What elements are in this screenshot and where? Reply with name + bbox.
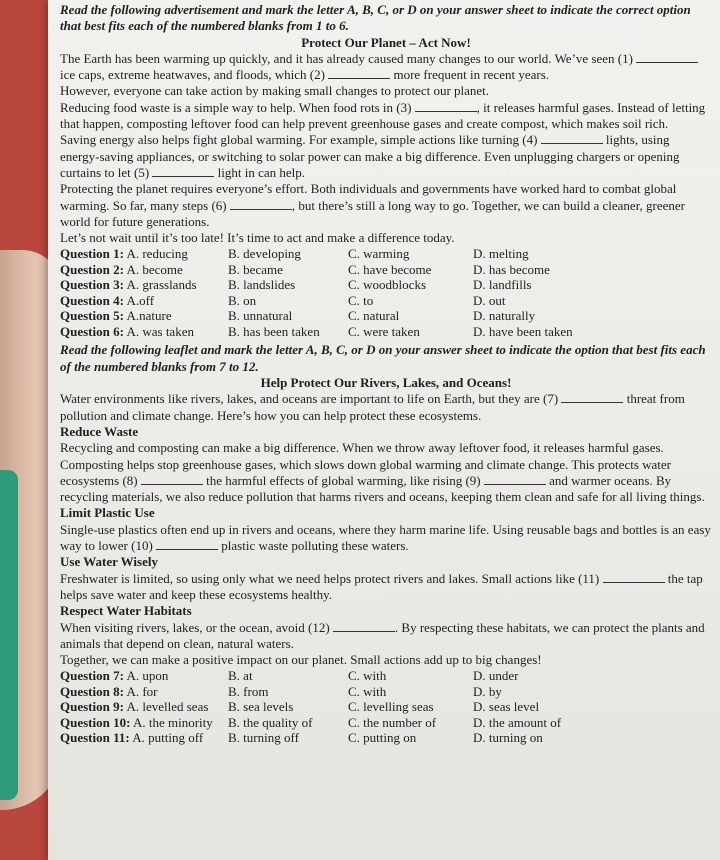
option-b[interactable]: B. sea levels bbox=[228, 699, 294, 715]
option-c[interactable]: C. with bbox=[348, 668, 387, 684]
paragraph-3: Reducing food waste is a simple way to help. When food rots in (3) , it releases harmful gases. Instead of letting that happen, composting leftover food can help prevent greenhouse gases and create compost, which makes soil rich. bbox=[60, 99, 706, 132]
heading-respect-habitats: Respect Water Habitats bbox=[60, 603, 192, 619]
option-b[interactable]: B. has been taken bbox=[228, 323, 320, 339]
option-c[interactable]: C. warming bbox=[348, 246, 410, 262]
question-label: Question 3: bbox=[60, 277, 124, 293]
paragraph-5: Protecting the planet requires everyone’s effort. Both individuals and governments have worked hard to combat global warming. So far, many steps (6) , but there’s still a long way to go. Together, we can build a cleaner, greener world for future generations. bbox=[60, 181, 685, 229]
question-row bbox=[60, 293, 712, 309]
paragraph-limit-plastic: Single-use plastics often end up in rivers and oceans, where they harm marine life. Using reusable bags and bottles is an easy way to lower (10) plastic waste polluting these waters. bbox=[60, 521, 711, 554]
option-c[interactable]: C. natural bbox=[348, 308, 400, 324]
heading-use-water: Use Water Wisely bbox=[60, 554, 158, 570]
option-b[interactable]: B. from bbox=[228, 683, 269, 699]
paragraph-6: Let’s not wait until it’s too late! It’s time to act and make a difference today. bbox=[60, 230, 455, 246]
intro-paragraph: Water environments like rivers, lakes, and oceans are important to life on Earth, but they are (7) threat from pollution and climate change. Here’s how you can help protect these ecosystems. bbox=[60, 391, 685, 423]
option-d[interactable]: D. melting bbox=[473, 246, 529, 262]
paragraph-1: The Earth has been warming up quickly, and it has already caused many changes to our world. We’ve seen (1) ice caps, extreme heatwaves, and floods, which (2) more frequent in recent years. bbox=[60, 51, 712, 84]
instruction-1: Read the following advertisement and mark the letter A, B, C, or D on your answer sheet to indicate the correct option that best fits each of the numbered blanks from 1 to 6. bbox=[60, 2, 691, 34]
option-b[interactable]: B. on bbox=[228, 292, 257, 308]
heading-reduce-waste: Reduce Waste bbox=[60, 423, 139, 439]
option-c[interactable]: C. the number of bbox=[348, 714, 437, 730]
blank-5[interactable] bbox=[152, 165, 214, 177]
question-row bbox=[60, 730, 712, 746]
blank-10[interactable] bbox=[156, 538, 218, 550]
question-label: Question 8: bbox=[60, 683, 124, 699]
blank-2[interactable] bbox=[328, 67, 390, 79]
closing-paragraph: Together, we can make a positive impact on our planet. Small actions add up to big changes! bbox=[60, 652, 542, 668]
question-label: Question 5: bbox=[60, 308, 124, 324]
option-d[interactable]: D. naturally bbox=[473, 308, 536, 324]
blank-6[interactable] bbox=[230, 198, 292, 210]
question-label: Question 1: bbox=[60, 246, 124, 262]
option-a[interactable]: A.off bbox=[126, 292, 155, 308]
option-b[interactable]: B. became bbox=[228, 261, 283, 277]
question-label: Question 10: bbox=[60, 714, 131, 730]
option-a[interactable]: A. grasslands bbox=[126, 277, 197, 293]
question-row bbox=[60, 699, 712, 715]
option-d[interactable]: D. the amount of bbox=[473, 714, 562, 730]
question-row bbox=[60, 684, 712, 700]
option-b[interactable]: B. turning off bbox=[228, 730, 299, 746]
title-1: Protect Our Planet – Act Now! bbox=[301, 34, 471, 50]
question-label: Question 6: bbox=[60, 323, 124, 339]
blank-12[interactable] bbox=[333, 620, 395, 632]
question-row bbox=[60, 324, 712, 340]
heading-limit-plastic: Limit Plastic Use bbox=[60, 505, 155, 521]
blank-1[interactable] bbox=[636, 51, 698, 63]
paragraph-2: However, everyone can take action by making small changes to protect our planet. bbox=[60, 83, 490, 99]
option-d[interactable]: D. out bbox=[473, 292, 506, 308]
option-a[interactable]: A.nature bbox=[126, 308, 172, 324]
option-c[interactable]: C. woodblocks bbox=[348, 277, 426, 293]
question-label: Question 9: bbox=[60, 699, 124, 715]
option-a[interactable]: A. become bbox=[126, 261, 183, 277]
sleeve bbox=[0, 470, 18, 800]
option-c[interactable]: C. levelling seas bbox=[348, 699, 434, 715]
blank-4[interactable] bbox=[541, 132, 603, 144]
question-label: Question 7: bbox=[60, 668, 124, 684]
blank-3[interactable] bbox=[415, 100, 477, 112]
question-row bbox=[60, 277, 712, 293]
option-a[interactable]: A. levelled seas bbox=[126, 699, 209, 715]
option-d[interactable]: D. seas level bbox=[473, 699, 540, 715]
paragraph-reduce-waste: Recycling and composting can make a big difference. When we throw away leftover food, it releases harmful gases. Composting helps stop greenhouse gases, which slows down global warming and climate change. This protects water ecosystems (8) the harmful effects of global warming, like rising (9) and warmer oceans. By recycling materials, we also reduce pollution that harms rivers and oceans, keeping them clean and safe for all living things. bbox=[60, 440, 705, 505]
question-label: Question 2: bbox=[60, 261, 124, 277]
option-d[interactable]: D. have been taken bbox=[473, 323, 573, 339]
option-a[interactable]: A. reducing bbox=[126, 246, 188, 262]
option-b[interactable]: B. at bbox=[228, 668, 253, 684]
question-row bbox=[60, 668, 712, 684]
questions-1-6 bbox=[60, 246, 712, 339]
option-a[interactable]: A. putting off bbox=[132, 730, 204, 746]
option-a[interactable]: A. the minority bbox=[132, 714, 213, 730]
question-label: Question 11: bbox=[60, 730, 130, 746]
worksheet-content bbox=[60, 2, 712, 746]
blank-9[interactable] bbox=[484, 473, 546, 485]
blank-7[interactable] bbox=[561, 391, 623, 403]
instruction-2: Read the following leaflet and mark the letter A, B, C, or D on your answer sheet to indicate the option that best fits each of the numbered blanks from 7 to 12. bbox=[60, 342, 706, 374]
option-b[interactable]: B. developing bbox=[228, 246, 301, 262]
option-a[interactable]: A. was taken bbox=[126, 323, 194, 339]
option-d[interactable]: D. turning on bbox=[473, 730, 543, 746]
question-row bbox=[60, 715, 712, 731]
question-label: Question 4: bbox=[60, 292, 124, 308]
option-d[interactable]: D. by bbox=[473, 683, 502, 699]
option-c[interactable]: C. with bbox=[348, 683, 387, 699]
question-row bbox=[60, 246, 712, 262]
blank-8[interactable] bbox=[141, 473, 203, 485]
option-d[interactable]: D. landfills bbox=[473, 277, 532, 293]
question-row bbox=[60, 262, 712, 278]
option-b[interactable]: B. landslides bbox=[228, 277, 296, 293]
title-2: Help Protect Our Rivers, Lakes, and Oceans! bbox=[260, 375, 512, 391]
option-a[interactable]: A. for bbox=[126, 683, 158, 699]
question-row bbox=[60, 308, 712, 324]
option-c[interactable]: C. to bbox=[348, 292, 374, 308]
option-d[interactable]: D. has become bbox=[473, 261, 550, 277]
option-c[interactable]: C. were taken bbox=[348, 323, 420, 339]
option-c[interactable]: C. have become bbox=[348, 261, 432, 277]
blank-11[interactable] bbox=[603, 571, 665, 583]
option-c[interactable]: C. putting on bbox=[348, 730, 417, 746]
paragraph-4: Saving energy also helps fight global warming. For example, simple actions like turning (4) lights, using energy-saving appliances, or switching to solar power can make a big difference. Even unplugging chargers or opening curtains to let (5) light in can help. bbox=[60, 132, 680, 180]
option-a[interactable]: A. upon bbox=[126, 668, 169, 684]
questions-7-11 bbox=[60, 668, 712, 746]
paragraph-use-water: Freshwater is limited, so using only what we need helps protect rivers and lakes. Small actions like (11) the tap helps save water and keep these ecosystems healthy. bbox=[60, 570, 703, 602]
paragraph-respect-habitats: When visiting rivers, lakes, or the ocean, avoid (12) . By respecting these habitats, we can protect the plants and animals that depend on clean, natural waters. bbox=[60, 619, 705, 651]
option-b[interactable]: B. unnatural bbox=[228, 308, 293, 324]
option-b[interactable]: B. the quality of bbox=[228, 714, 313, 730]
option-d[interactable]: D. under bbox=[473, 668, 519, 684]
